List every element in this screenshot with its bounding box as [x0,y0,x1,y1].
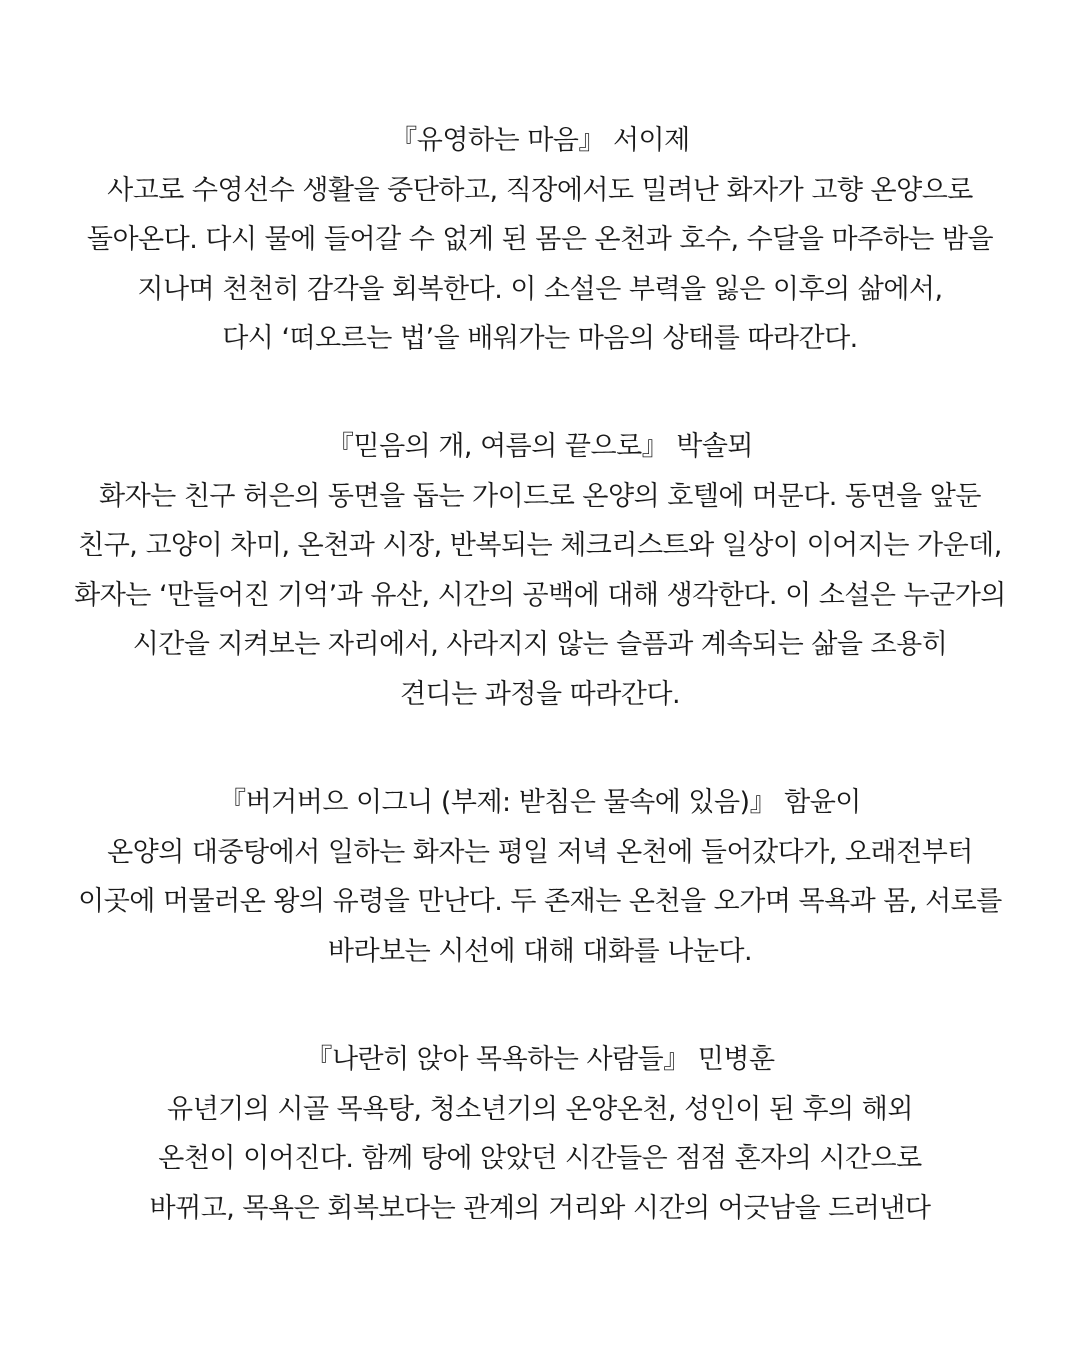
book-description-line: 화자는 친구 허은의 동면을 돕는 가이드로 온양의 호텔에 머문다. 동면을 앞둔 [99,480,981,512]
book-description-line: 지나며 천천히 감각을 회복한다. 이 소설은 부력을 잃은 이후의 삶에서, [137,273,943,305]
book-description-line: 유년기의 시골 목욕탕, 청소년기의 온양온천, 성인이 된 후의 해외 [167,1093,913,1125]
book-description-line: 돌아온다. 다시 물에 들어갈 수 없게 된 몸은 온천과 호수, 수달을 마주하는 밤을 [86,224,994,255]
book-entry [0,116,1080,364]
book-description-line: 다시 ‘떠오르는 법’을 배워가는 마음의 상태를 따라간다. [222,323,858,354]
book-description-line: 바라보는 시선에 대해 대화를 나눈다. [327,935,753,967]
book-description-line: 온천이 이어진다. 함께 탕에 앉았던 시간들은 점점 혼자의 시간으로 [158,1143,922,1174]
book-description-line: 바뀌고, 목욕은 회복보다는 관계의 거리와 시간의 어긋남을 드러낸다 [149,1192,931,1224]
book-title-author: 『믿음의 개, 여름의 끝으로』 박솔뫼 [327,431,753,462]
book-title-author: 『버거버으 이그니 (부제: 받침은 물속에 있음)』 함윤이 [219,787,861,818]
book-description-line: 시간을 지켜보는 자리에서, 사라지지 않는 슬픔과 계속되는 삶을 조용히 [132,629,948,660]
book-description-line: 견디는 과정을 따라간다. [399,678,681,710]
book-description-line: 이곳에 머물러온 왕의 유령을 만난다. 두 존재는 온천을 오가며 목욕과 몸, 서로를 [78,886,1002,917]
book-entry [0,422,1080,719]
book-title-author: 『나란히 앉아 목욕하는 사람들』 민병훈 [305,1044,775,1075]
book-description-line: 화자는 ‘만들어진 기억’과 유산, 시간의 공백에 대해 생각한다. 이 소설은 누군가의 [74,579,1006,611]
book-entry [0,1035,1080,1233]
book-entry [0,778,1080,976]
book-title-author: 『유영하는 마음』 서이제 [390,125,690,156]
book-description-line: 사고로 수영선수 생활을 중단하고, 직장에서도 밀려난 화자가 고향 온양으로 [107,174,973,206]
book-description-line: 친구, 고양이 차미, 온천과 시장, 반복되는 체크리스트와 일상이 이어지는 가운데, [78,530,1002,561]
book-description-line: 온양의 대중탕에서 일하는 화자는 평일 저녁 온천에 들어갔다가, 오래전부터 [107,836,973,868]
